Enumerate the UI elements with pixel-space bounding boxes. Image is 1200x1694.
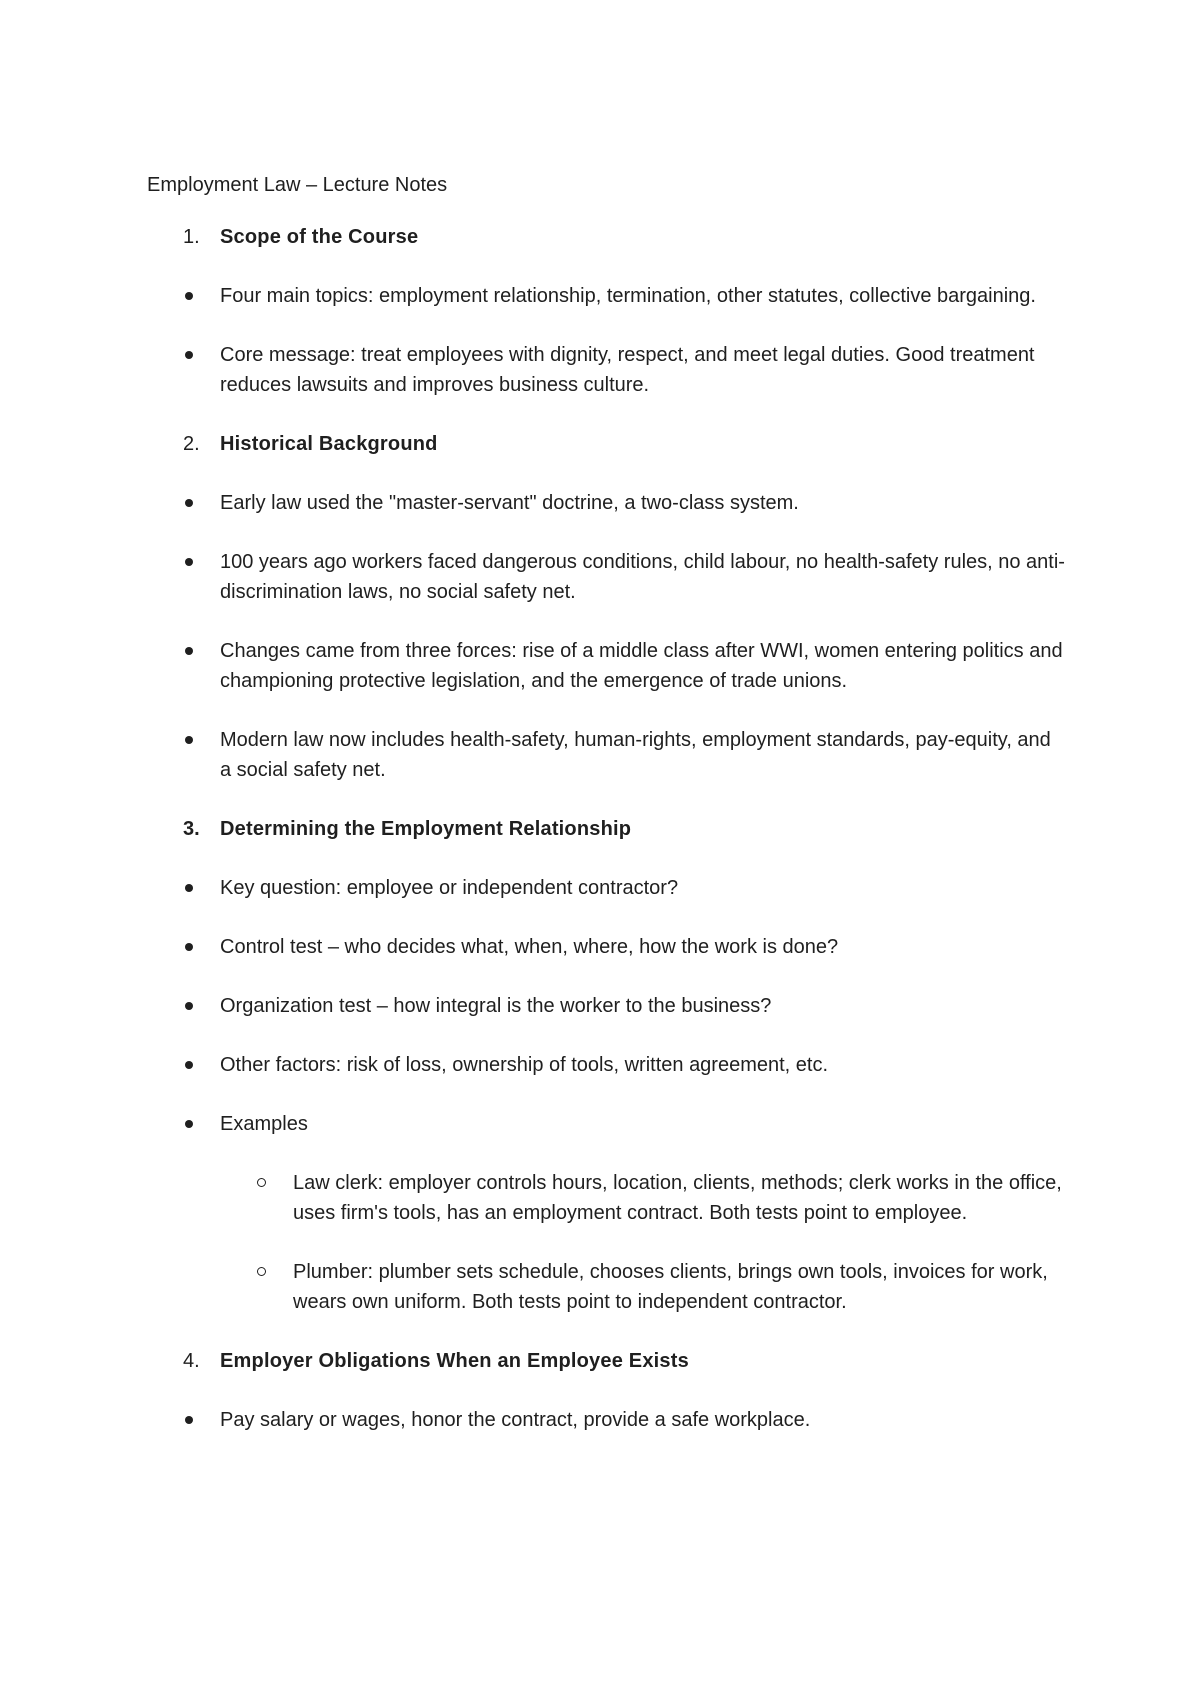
bullet-icon [147, 1050, 220, 1080]
list-item [147, 636, 1067, 696]
list-item [147, 547, 1067, 607]
document-body [147, 170, 1067, 1464]
section-title: Scope of the Course [220, 226, 419, 248]
section-heading [147, 1346, 1067, 1376]
bullet-icon [147, 991, 220, 1021]
sub-bullet-text: Law clerk: employer controls hours, location, clients, methods; clerk works in the office, uses firm's tools, has an employment contract. Both tests point to employee. [293, 1172, 1062, 1224]
sub-list-item [147, 1257, 1067, 1317]
sub-bullet-text: Plumber: plumber sets schedule, chooses clients, brings own tools, invoices for work, wears own uniform. Both tests point to independent contractor. [293, 1261, 1048, 1313]
bullet-icon [147, 873, 220, 903]
bullet-text: Organization test – how integral is the worker to the business? [220, 995, 772, 1017]
bullet-icon [147, 281, 220, 311]
bullet-text: Other factors: risk of loss, ownership of tools, written agreement, etc. [220, 1054, 829, 1076]
list-item [147, 873, 1067, 903]
list-item [147, 488, 1067, 518]
section-title: Historical Background [220, 433, 438, 455]
bullet-icon [147, 488, 220, 518]
section-title: Determining the Employment Relationship [220, 818, 632, 840]
list-item [147, 725, 1067, 785]
bullet-icon [147, 340, 220, 400]
list-item [147, 991, 1067, 1021]
bullet-icon [147, 725, 220, 785]
bullet-text: Examples [220, 1113, 308, 1135]
list-item [147, 1109, 1067, 1139]
bullet-text: Early law used the "master-servant" doctrine, a two-class system. [220, 492, 799, 514]
list-item [147, 340, 1067, 400]
bullet-icon [147, 547, 220, 607]
section-number: 3. [183, 818, 200, 840]
bullet-text: 100 years ago workers faced dangerous conditions, child labour, no health-safety rules, no anti-discrimination laws, no social safety net. [220, 551, 1065, 603]
section-heading [147, 222, 1067, 252]
bullet-text: Core message: treat employees with dignity, respect, and meet legal duties. Good treatment reduces lawsuits and improves business culture. [220, 344, 1035, 396]
bullet-text: Four main topics: employment relationship, termination, other statutes, collective bargaining. [220, 285, 1036, 307]
bullet-text: Changes came from three forces: rise of a middle class after WWI, women entering politics and championing protective legislation, and the emergence of trade unions. [220, 640, 1063, 692]
sub-list-item [147, 1168, 1067, 1228]
bullet-icon [147, 1109, 220, 1139]
section-number: 2. [183, 433, 200, 455]
section-heading [147, 814, 1067, 844]
list-item [147, 1050, 1067, 1080]
bullet-text: Pay salary or wages, honor the contract, provide a safe workplace. [220, 1409, 811, 1431]
section-heading [147, 429, 1067, 459]
document-title: Employment Law – Lecture Notes [147, 174, 448, 196]
bullet-text: Modern law now includes health-safety, human-rights, employment standards, pay-equity, and a social safety net. [220, 729, 1051, 781]
section-title: Employer Obligations When an Employee Exists [220, 1350, 689, 1372]
hollow-bullet-icon [147, 1257, 293, 1317]
bullet-icon [147, 932, 220, 962]
hollow-bullet-icon [147, 1168, 293, 1228]
bullet-icon [147, 636, 220, 696]
bullet-text: Key question: employee or independent contractor? [220, 877, 679, 899]
bullet-text: Control test – who decides what, when, where, how the work is done? [220, 936, 839, 958]
bullet-icon [147, 1405, 220, 1435]
list-item [147, 932, 1067, 962]
list-item [147, 1405, 1067, 1435]
section-number: 1. [183, 226, 200, 248]
section-number: 4. [183, 1350, 200, 1372]
list-item [147, 281, 1067, 311]
